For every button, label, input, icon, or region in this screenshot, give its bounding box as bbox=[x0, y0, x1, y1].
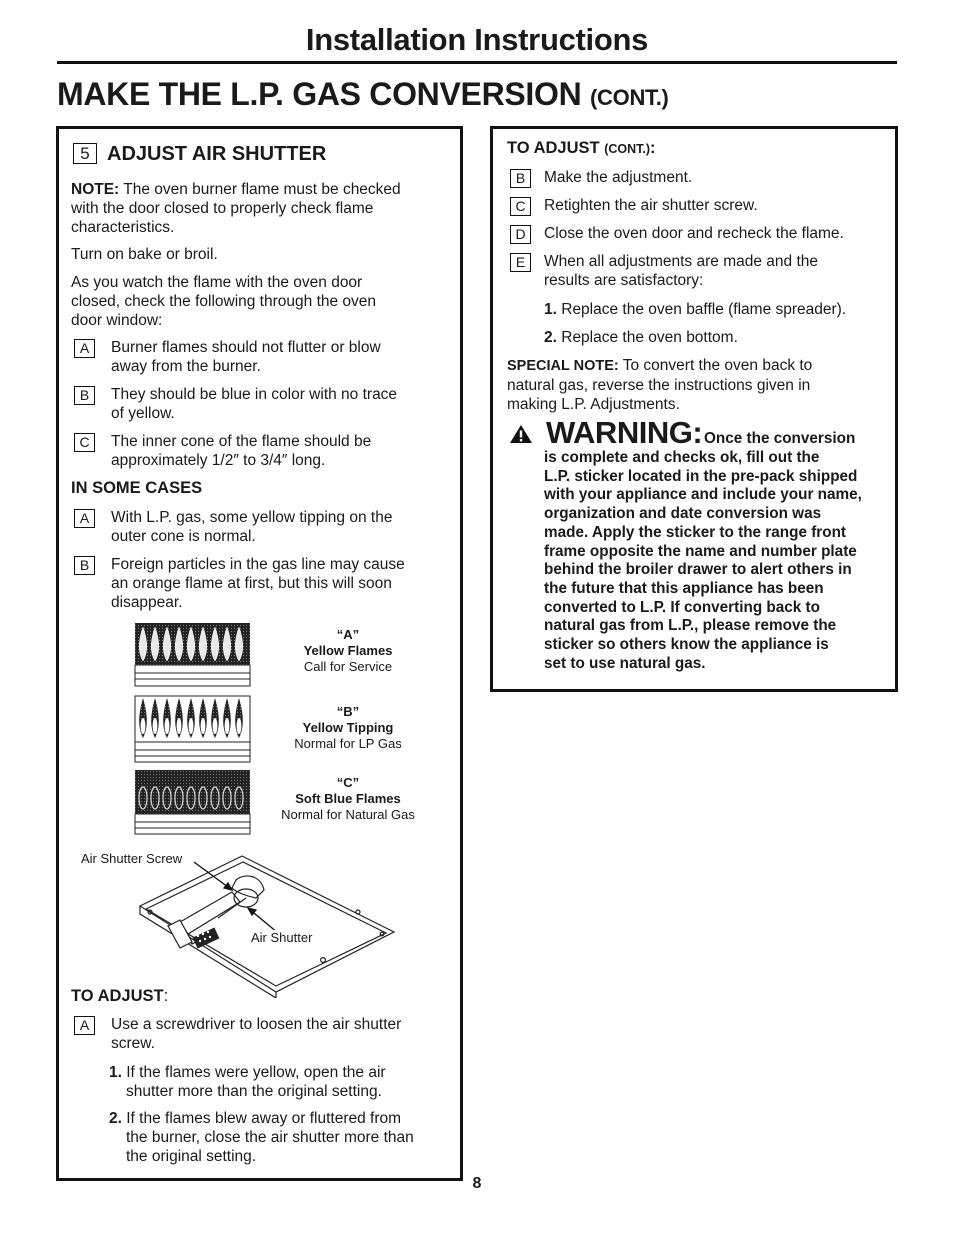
sub-number: 2. bbox=[544, 329, 557, 346]
to-adjust-heading bbox=[71, 987, 168, 1006]
sub-number: 2. bbox=[109, 1110, 122, 1127]
warning-triangle-icon bbox=[509, 424, 533, 444]
item-text: away from the burner. bbox=[111, 358, 261, 375]
to-adjust-heading-colon: : bbox=[163, 987, 169, 1005]
to-adjust-heading-text: TO ADJUST bbox=[71, 987, 164, 1005]
step-number: 5 bbox=[73, 143, 97, 164]
in-some-cases-heading: IN SOME CASES bbox=[71, 479, 203, 497]
special-note-text: To convert the oven back to bbox=[618, 357, 813, 374]
sub-text: the original setting. bbox=[126, 1148, 257, 1165]
sub-text: If the flames blew away or fluttered from bbox=[121, 1110, 402, 1127]
item-letter: C bbox=[74, 433, 95, 452]
sub-text: the burner, close the air shutter more than bbox=[126, 1129, 414, 1146]
special-note bbox=[507, 356, 887, 414]
item-text: results are satisfactory: bbox=[544, 272, 704, 289]
caption-label: “C” bbox=[336, 775, 360, 790]
air-shutter-label: Air Shutter bbox=[251, 930, 313, 945]
caption-label: “B” bbox=[336, 704, 360, 719]
warning-line: made. Apply the sticker to the range front bbox=[544, 523, 847, 541]
warning-line: natural gas from L.P., please remove the bbox=[544, 617, 837, 635]
sub-number: 1. bbox=[544, 301, 557, 318]
item-text: Burner flames should not flutter or blow bbox=[111, 339, 381, 356]
heading-text: TO ADJUST bbox=[507, 139, 605, 157]
sub-text: Replace the oven baffle (flame spreader). bbox=[556, 301, 847, 318]
warning-line: behind the broiler drawer to alert others in bbox=[544, 561, 852, 579]
note-text: characteristics. bbox=[71, 219, 175, 236]
item-letter: D bbox=[510, 225, 531, 244]
special-note-text: making L.P. Adjustments. bbox=[507, 396, 680, 413]
watch-text: As you watch the flame with the oven door bbox=[71, 274, 363, 291]
item-letter: E bbox=[510, 253, 531, 272]
header-rule bbox=[57, 61, 897, 64]
item-letter: A bbox=[74, 1016, 95, 1035]
item-text: When all adjustments are made and the bbox=[544, 253, 818, 270]
item-letter: B bbox=[74, 556, 95, 575]
item-letter: B bbox=[510, 169, 531, 188]
to-adjust-cont-heading bbox=[507, 139, 656, 158]
special-note-label: SPECIAL NOTE: bbox=[507, 358, 619, 374]
caption-name: Soft Blue Flames bbox=[295, 791, 401, 806]
sub-number: 1. bbox=[109, 1064, 122, 1081]
watch-text: door window: bbox=[71, 312, 163, 329]
page-number: 8 bbox=[472, 1175, 482, 1192]
adjust-sub-2 bbox=[109, 1109, 414, 1166]
step-title: ADJUST AIR SHUTTER bbox=[107, 143, 327, 165]
step-5-heading bbox=[73, 143, 326, 166]
note-text: with the door closed to properly check flame bbox=[71, 200, 374, 217]
air-shutter-screw-label: Air Shutter Screw bbox=[81, 851, 183, 866]
warning-line: with your appliance and include your name, bbox=[544, 486, 862, 504]
item-text: Retighten the air shutter screw. bbox=[544, 197, 758, 214]
warning-line: is complete and checks ok, fill out the bbox=[544, 449, 820, 466]
caption-desc: Call for Service bbox=[303, 659, 393, 674]
special-note-text: natural gas, reverse the instructions given in bbox=[507, 377, 811, 394]
watch-paragraph bbox=[71, 273, 376, 330]
item-text: With L.P. gas, some yellow tipping on the bbox=[111, 509, 393, 526]
item-letter: A bbox=[74, 509, 95, 528]
turn-on-text: Turn on bake or broil. bbox=[71, 246, 218, 263]
e-sub-2 bbox=[544, 328, 738, 347]
sub-text: If the flames were yellow, open the air bbox=[121, 1064, 386, 1081]
section-title-main: MAKE THE L.P. GAS CONVERSION bbox=[57, 76, 582, 112]
item-text: Make the adjustment. bbox=[544, 169, 693, 186]
flame-caption-b bbox=[263, 704, 433, 752]
warning-line: set to use natural gas. bbox=[544, 654, 706, 672]
warning-line: Once the conversion bbox=[704, 430, 856, 447]
warning-line: frame opposite the name and number plate bbox=[544, 542, 857, 560]
item-text: screw. bbox=[111, 1035, 155, 1052]
caption-desc: Normal for Natural Gas bbox=[281, 807, 415, 822]
adjust-sub-1 bbox=[109, 1063, 386, 1101]
warning-line: sticker so others know the appliance is bbox=[544, 636, 829, 654]
warning-line: L.P. sticker located in the pre-pack shipped bbox=[544, 467, 858, 485]
item-text: The inner cone of the flame should be bbox=[111, 433, 372, 450]
warning-line: organization and date conversion was bbox=[544, 505, 822, 523]
warning-word: WARNING: bbox=[546, 415, 703, 450]
page-header-title: Installation Instructions bbox=[305, 22, 649, 57]
item-letter: B bbox=[74, 386, 95, 405]
item-text: an orange flame at first, but this will soon bbox=[111, 575, 392, 592]
watch-text: closed, check the following through the oven bbox=[71, 293, 377, 310]
warning-line: converted to L.P. If converting back to bbox=[544, 598, 820, 616]
e-sub-1 bbox=[544, 300, 846, 319]
heading-colon: : bbox=[650, 139, 656, 157]
air-shutter-diagram bbox=[136, 852, 398, 998]
note-label: NOTE: bbox=[71, 181, 120, 198]
item-letter: A bbox=[74, 339, 95, 358]
item-text: outer cone is normal. bbox=[111, 528, 256, 545]
note-text: The oven burner flame must be checked bbox=[119, 181, 401, 198]
warning-line: the future that this appliance has been bbox=[544, 579, 824, 597]
item-text: of yellow. bbox=[111, 405, 175, 422]
soft-blue-flames-picture bbox=[135, 770, 250, 834]
sub-text: Replace the oven bottom. bbox=[556, 329, 738, 346]
section-title-suffix: (CONT.) bbox=[590, 85, 669, 110]
item-text: Foreign particles in the gas line may cause bbox=[111, 556, 405, 573]
item-text: Use a screwdriver to loosen the air shutter bbox=[111, 1016, 402, 1033]
item-text: disappear. bbox=[111, 594, 183, 611]
caption-label: “A” bbox=[336, 627, 360, 642]
item-letter: C bbox=[510, 197, 531, 216]
heading-cont: (CONT.) bbox=[604, 142, 651, 156]
flame-caption-a bbox=[263, 627, 433, 675]
sub-text: shutter more than the original setting. bbox=[126, 1083, 382, 1100]
flame-illustrations bbox=[134, 621, 252, 841]
flame-caption-c bbox=[263, 775, 433, 823]
note-paragraph bbox=[71, 180, 456, 237]
item-text: Close the oven door and recheck the flame. bbox=[544, 225, 844, 242]
caption-name: Yellow Tipping bbox=[302, 720, 394, 735]
yellow-flames-picture bbox=[135, 623, 250, 686]
caption-name: Yellow Flames bbox=[303, 643, 393, 658]
warning-body bbox=[544, 449, 889, 673]
section-title bbox=[57, 76, 669, 113]
yellow-tipping-picture bbox=[135, 696, 250, 762]
caption-desc: Normal for LP Gas bbox=[294, 736, 402, 751]
item-text: approximately 1/2″ to 3/4″ long. bbox=[111, 452, 326, 469]
item-text: They should be blue in color with no trace bbox=[111, 386, 398, 403]
